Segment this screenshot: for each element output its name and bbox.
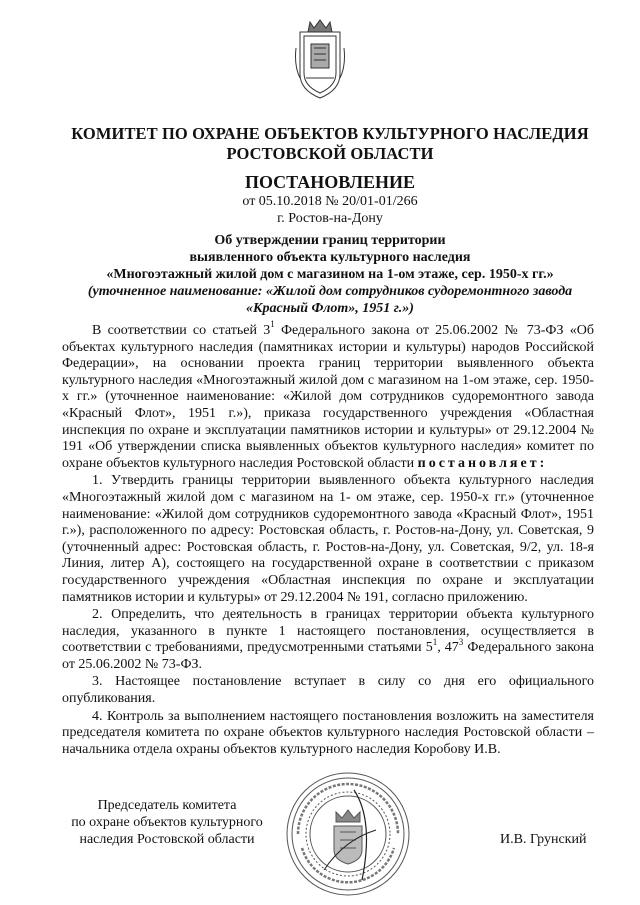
document-city: г. Ростов-на-Дону <box>277 211 383 226</box>
item-4-paragraph: 4. Контроль за выполнением настоящего постановления возложить на заместителя председателя комитета по охране объектов культурного наследия Ростовской области – начальника отдела охраны объектов культурного наследия Коробову И.В. <box>62 708 594 757</box>
document-body <box>62 319 595 758</box>
item-2-paragraph: 2. Определить, что деятельность в границах территории объекта культурного наследия, указанного в пункте 1 настоящего постановления, осуществляется в соответствии с требованиями, предусмотренными статьями $5^1$, $47^3$ Федерального закона от 25.06.2002 № 73-ФЗ. <box>62 607 595 672</box>
signer-position: Председатель комитета по охране объектов культурного наследия Ростовской области <box>71 798 263 847</box>
subject-line: «Многоэтажный жилой дом с магазином на 1-ом этаже, сер. 1950-х гг.» <box>106 267 554 282</box>
signer-name: И.В. Грунский <box>500 832 587 847</box>
item-3-paragraph: 3. Настоящее постановление вступает в силу со дня его официального опубликования. <box>62 674 594 707</box>
decrees-word: постановляет: <box>417 455 548 471</box>
subject-line: «Красный Флот», 1951 г.») <box>246 301 414 316</box>
subject-line: выявленного объекта культурного наследия <box>189 250 471 265</box>
document-date-number: от 05.10.2018 № 20/01-01/266 <box>242 194 418 209</box>
item-1-paragraph: 1. Утвердить границы территории выявленного объекта культурного наследия «Многоэтажный жилой дом с магазином на 1- ом этаже, сер. 1950-х гг.» (уточненное наименование: «Жилой дом сотрудников судоремонтного завода «Красный Флот», 1951 г.»), расположенного по адресу: Ростовская область, г. Ростов-на-Дону, ул. Советская, 9 (уточненный адрес: Ростовская область, г. Ростов-на-Дону, ул. Советская, 9/2, ул. 18-я Линия, литер А), состоящего на государственной охране в соответствии с приказом государственного учреждения «Областная инспекция по охране и эксплуатации памятников истории и культуры» от 29.12.2004 № 191, согласно приложению. <box>62 473 594 605</box>
document-type: ПОСТАНОВЛЕНИЕ <box>244 172 416 192</box>
document-subject <box>60 232 600 317</box>
preamble-paragraph: В соответствии со статьей $3^1$ Федерального закона от 25.06.2002 № 73-ФЗ «Об объектах культурного наследия (памятниках истории и культуры) народов Российской Федерации», на основании проекта границ территории выявленного объекта культурного наследия «Многоэтажный жилой дом с магазином на 1-ом этаже, сер. 1950-х гг.» (уточненное наименование: «Жилой дом сотрудников судоремонтного завода «Красный Флот», 1951 г.»), приказа государственного учреждения «Областная инспекция по охране и эксплуатации памятников истории и культуры» от 29.12.2004 № 191 «Об утверждении списка выявленных объектов культурного наследия» комитет по охране объектов культурного наследия Ростовской области постановляет: <box>62 319 594 471</box>
committee-name: КОМИТЕТ ПО ОХРАНЕ ОБЪЕКТОВ КУЛЬТУРНОГО НАСЛЕДИЯ РОСТОВСКОЙ ОБЛАСТИ <box>71 124 589 163</box>
coat-of-arms-emblem <box>294 18 346 102</box>
subject-line: Об утверждении границ территории <box>214 233 446 248</box>
official-seal-stamp <box>284 770 412 898</box>
subject-line: (уточненное наименование: «Жилой дом сотрудников судоремонтного завода <box>87 284 573 299</box>
